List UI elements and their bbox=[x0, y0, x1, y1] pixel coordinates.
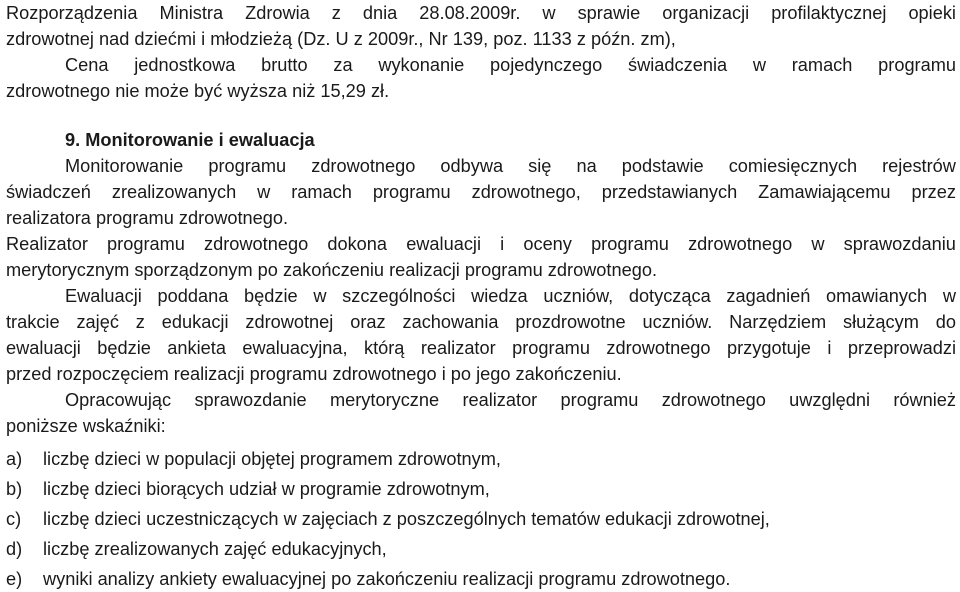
word: do bbox=[935, 312, 956, 332]
word: również bbox=[893, 390, 956, 410]
word: realizator bbox=[462, 390, 538, 410]
word: pojedynczego bbox=[490, 55, 603, 75]
list-item-label: d) bbox=[6, 539, 23, 559]
word: świadczeń bbox=[6, 182, 91, 202]
word: wykonanie bbox=[378, 55, 465, 75]
word: przedstawianych bbox=[601, 182, 738, 202]
section-heading bbox=[6, 127, 956, 153]
word: zachowania bbox=[402, 312, 499, 332]
word: programu bbox=[878, 55, 956, 75]
word: w bbox=[257, 182, 271, 202]
word: zdrowotnego bbox=[204, 234, 309, 254]
list-item-text: liczbę dzieci uczestniczących w zajęciach z poszczególnych tematów edukacji zdrowotnej, bbox=[43, 509, 770, 529]
word: poddana bbox=[157, 286, 229, 306]
intro-line-2: zdrowotnej nad dziećmi i młodzieżą (Dz. U z 2009r., Nr 139, poz. 1133 z późn. zm), bbox=[6, 29, 676, 49]
word: ramach bbox=[291, 182, 352, 202]
paragraph-4-line-1 bbox=[6, 387, 956, 413]
word: zdrowotnej bbox=[245, 312, 334, 332]
spacer bbox=[6, 104, 956, 127]
list-item-label: c) bbox=[6, 509, 22, 529]
word: w bbox=[811, 234, 825, 254]
paragraph-2-line-1 bbox=[6, 231, 956, 257]
word: realizator bbox=[420, 338, 496, 358]
document-page bbox=[6, 0, 956, 592]
word: programu bbox=[208, 156, 287, 176]
word: programu bbox=[591, 234, 669, 254]
list-item bbox=[6, 446, 956, 472]
word: ramach bbox=[791, 55, 853, 75]
word: Zamawiającemu bbox=[758, 182, 891, 202]
word: zdrowotnego bbox=[311, 156, 416, 176]
word: edukacji bbox=[161, 312, 229, 332]
word: będzie bbox=[244, 286, 298, 306]
word: organizacji bbox=[662, 3, 750, 23]
word: zdrowotnego, bbox=[471, 182, 581, 202]
word: świadczenia bbox=[628, 55, 728, 75]
word: sprawozdaniu bbox=[843, 234, 956, 254]
list-item-text: liczbę zrealizowanych zajęć edukacyjnych, bbox=[43, 539, 387, 559]
list-item-label: a) bbox=[6, 449, 23, 469]
word: z bbox=[331, 3, 341, 23]
list-item-text: liczbę dzieci biorących udział w programie zdrowotnym, bbox=[43, 479, 490, 499]
word: wiedza bbox=[471, 286, 528, 306]
word: programu bbox=[372, 182, 451, 202]
word: ewaluacyjna, bbox=[242, 338, 348, 358]
word: oceny bbox=[523, 234, 572, 254]
word: merytoryczne bbox=[329, 390, 440, 410]
word: trakcie bbox=[6, 312, 60, 332]
list-item-text: liczbę dzieci w populacji objętej programem zdrowotnym, bbox=[43, 449, 501, 469]
word: zdrowotnego bbox=[688, 234, 793, 254]
word: uczniów, bbox=[543, 286, 614, 306]
word: Rozporządzenia bbox=[6, 3, 138, 23]
word: ewaluacji bbox=[406, 234, 481, 254]
word: opieki bbox=[908, 3, 956, 23]
word: szczególności bbox=[342, 286, 456, 306]
word: w bbox=[942, 286, 956, 306]
word: Opracowując bbox=[65, 390, 172, 410]
word: Cena bbox=[65, 55, 109, 75]
word: podstawie bbox=[621, 156, 704, 176]
word: służącym bbox=[843, 312, 919, 332]
list-item bbox=[6, 506, 956, 532]
word: jednostkowa bbox=[134, 55, 236, 75]
word: zrealizowanych bbox=[111, 182, 237, 202]
word: programu bbox=[512, 338, 590, 358]
word: się bbox=[528, 156, 552, 176]
word: oraz bbox=[350, 312, 386, 332]
word: ankieta bbox=[167, 338, 226, 358]
word: przygotuje bbox=[726, 338, 811, 358]
word: z bbox=[135, 312, 145, 332]
word: Ministra bbox=[159, 3, 224, 23]
word: przeprowadzi bbox=[847, 338, 956, 358]
list-item bbox=[6, 566, 956, 592]
intro-line-4: zdrowotnego nie może być wyższa niż 15,29 zł. bbox=[6, 81, 390, 101]
word: będzie bbox=[97, 338, 151, 358]
word: sprawozdanie bbox=[194, 390, 307, 410]
word: i bbox=[827, 338, 832, 358]
word: comiesięcznych bbox=[728, 156, 858, 176]
paragraph-3-line-4: przed rozpoczęciem realizacji programu zdrowotnego i po jego zakończeniu. bbox=[6, 364, 622, 384]
word: zdrowotnego bbox=[661, 390, 766, 410]
word: dnia bbox=[362, 3, 398, 23]
paragraph-1-line-2 bbox=[6, 179, 956, 205]
word: brutto bbox=[261, 55, 308, 75]
list-item bbox=[6, 476, 956, 502]
word: programu bbox=[560, 390, 639, 410]
section-number: 9. bbox=[65, 130, 81, 150]
paragraph-1-line-3: realizatora programu zdrowotnego. bbox=[6, 208, 289, 228]
list-item bbox=[6, 536, 956, 562]
word: w bbox=[752, 55, 766, 75]
word: odbywa bbox=[440, 156, 504, 176]
word: ewaluacji bbox=[6, 338, 81, 358]
word: Realizator bbox=[6, 234, 88, 254]
paragraph-3-line-3 bbox=[6, 335, 956, 361]
word: profilaktycznej bbox=[771, 3, 887, 23]
word: Zdrowia bbox=[245, 3, 310, 23]
paragraph-2-line-2: merytorycznym sporządzonym po zakończeniu realizacji programu zdrowotnego. bbox=[6, 260, 657, 280]
paragraph-4-line-2: poniższe wskaźniki: bbox=[6, 416, 166, 436]
word: omawianych bbox=[826, 286, 928, 306]
list-item-label: e) bbox=[6, 569, 23, 589]
word: Ewaluacji bbox=[65, 286, 142, 306]
word: prozdrowotne bbox=[515, 312, 626, 332]
list-item-text: wyniki analizy ankiety ewaluacyjnej po zakończeniu realizacji programu zdrowotnego. bbox=[43, 569, 731, 589]
word: Narzędziem bbox=[729, 312, 827, 332]
word: przez bbox=[911, 182, 956, 202]
word: Monitorowanie bbox=[65, 156, 184, 176]
word: w bbox=[542, 3, 556, 23]
word: za bbox=[333, 55, 353, 75]
word: uczniów. bbox=[642, 312, 713, 332]
section-title: Monitorowanie i ewaluacja bbox=[85, 130, 315, 150]
word: i bbox=[500, 234, 505, 254]
word: uwzględni bbox=[789, 390, 871, 410]
paragraph-3-line-2 bbox=[6, 309, 956, 335]
word: zajęć bbox=[76, 312, 119, 332]
word: sprawie bbox=[577, 3, 641, 23]
word: dokona bbox=[327, 234, 388, 254]
word: rejestrów bbox=[882, 156, 956, 176]
word: programu bbox=[107, 234, 185, 254]
intro-line-3 bbox=[6, 52, 956, 78]
paragraph-1-line-1 bbox=[6, 153, 956, 179]
word: w bbox=[313, 286, 327, 306]
word: którą bbox=[363, 338, 405, 358]
word: na bbox=[576, 156, 597, 176]
word: zagadnień bbox=[726, 286, 811, 306]
word: zdrowotnego bbox=[606, 338, 711, 358]
paragraph-3-line-1 bbox=[6, 283, 956, 309]
intro-line-1 bbox=[6, 0, 956, 26]
list-item-label: b) bbox=[6, 479, 23, 499]
word: 28.08.2009r. bbox=[419, 3, 521, 23]
word: dotycząca bbox=[628, 286, 711, 306]
